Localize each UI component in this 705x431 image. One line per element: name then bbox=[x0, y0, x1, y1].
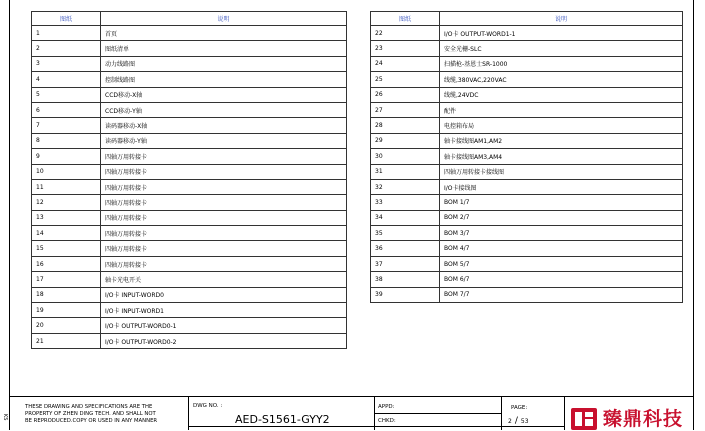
drawing-description-cell: 四轴万用转接卡 bbox=[101, 256, 347, 271]
table-row bbox=[371, 102, 683, 117]
table-row bbox=[371, 256, 683, 271]
drawing-description-cell: 读码器移动-X轴 bbox=[101, 118, 347, 133]
table-row bbox=[32, 303, 347, 318]
table-row bbox=[371, 72, 683, 87]
column-header-drawing: 图纸 bbox=[32, 12, 101, 26]
drawing-description-cell: CCD移动-Y轴 bbox=[101, 102, 347, 117]
drawing-index-table-left bbox=[31, 11, 347, 349]
page-rule bbox=[501, 426, 564, 427]
drawing-number-cell: 24 bbox=[371, 56, 440, 71]
page-total: 53 bbox=[520, 418, 529, 425]
drawing-description-cell: 扫描枪-基恩士SR-1000 bbox=[440, 56, 683, 71]
drawing-description-cell: BOM 7/7 bbox=[440, 287, 683, 302]
table-row bbox=[371, 226, 683, 241]
table-row bbox=[32, 272, 347, 287]
drawing-number-cell: 15 bbox=[32, 241, 101, 256]
dwg-no-label: DWG NO. : bbox=[193, 403, 223, 409]
table-row bbox=[32, 256, 347, 271]
drawing-number-cell: 33 bbox=[371, 195, 440, 210]
drawing-description-cell: BOM 4/7 bbox=[440, 241, 683, 256]
table-row bbox=[32, 26, 347, 41]
table-row bbox=[32, 87, 347, 102]
disclaimer-line: THESE DRAWING AND SPECIFICATIONS ARE THE bbox=[25, 404, 153, 410]
drawing-index-body-left bbox=[32, 26, 347, 349]
drawing-description-cell: 首页 bbox=[101, 26, 347, 41]
drawing-number-cell: 21 bbox=[32, 333, 101, 348]
appd-rule bbox=[374, 413, 501, 414]
drawing-number-cell: 7 bbox=[32, 118, 101, 133]
drawing-description-cell: 四轴万用转接卡 bbox=[101, 149, 347, 164]
table-row bbox=[32, 102, 347, 117]
drawing-description-cell: 安全光栅-SLC bbox=[440, 41, 683, 56]
drawing-description-cell: 读码器移动-Y轴 bbox=[101, 133, 347, 148]
drawing-description-cell: 四轴万用转接卡接线图 bbox=[440, 164, 683, 179]
drawing-description-cell: 动力线路图 bbox=[101, 56, 347, 71]
table-row bbox=[371, 149, 683, 164]
drawing-number-cell: 12 bbox=[32, 195, 101, 210]
drawing-description-cell: I/O卡 INPUT-WORD0 bbox=[101, 287, 347, 302]
drawing-number-cell: 36 bbox=[371, 241, 440, 256]
drawing-number-cell: 26 bbox=[371, 87, 440, 102]
chkd-rule bbox=[374, 426, 501, 427]
drawing-number-cell: 5 bbox=[32, 87, 101, 102]
drawing-description-cell: 轴卡接线图AM1,AM2 bbox=[440, 133, 683, 148]
page-separator: / bbox=[514, 416, 518, 426]
table-row bbox=[371, 118, 683, 133]
table-row bbox=[32, 133, 347, 148]
drawing-number-cell: 28 bbox=[371, 118, 440, 133]
drawing-description-cell: 线缆,380VAC,220VAC bbox=[440, 72, 683, 87]
table-row bbox=[32, 287, 347, 302]
drawing-description-cell: 轴卡接线图AM3,AM4 bbox=[440, 149, 683, 164]
drawing-description-cell: 四轴万用转接卡 bbox=[101, 210, 347, 225]
drawing-number-cell: 35 bbox=[371, 226, 440, 241]
table-row bbox=[32, 318, 347, 333]
drawing-number-cell: 17 bbox=[32, 272, 101, 287]
drawing-number-cell: 20 bbox=[32, 318, 101, 333]
drawing-number-cell: 30 bbox=[371, 149, 440, 164]
dwg-number: AED-S1561-GYY2 bbox=[235, 413, 330, 426]
drawing-description-cell: 电控箱布局 bbox=[440, 118, 683, 133]
drawing-description-cell: 配件 bbox=[440, 102, 683, 117]
sheet-border-left bbox=[9, 0, 10, 430]
drawing-number-cell: 6 bbox=[32, 102, 101, 117]
table-row bbox=[371, 179, 683, 194]
drawing-description-cell: CCD移动-X轴 bbox=[101, 87, 347, 102]
drawing-description-cell: 控制线路图 bbox=[101, 72, 347, 87]
page-label: PAGE: bbox=[511, 405, 528, 411]
disclaimer-line: BE REPRODUCED.COPY OR USED IN ANY MANNER bbox=[25, 418, 158, 424]
drawing-description-cell: I/O卡接线图 bbox=[440, 179, 683, 194]
drawing-number-cell: 16 bbox=[32, 256, 101, 271]
table-row bbox=[32, 241, 347, 256]
table-row bbox=[32, 41, 347, 56]
drawing-number-cell: 25 bbox=[371, 72, 440, 87]
drawing-description-cell: I/O卡 OUTPUT-WORD0-1 bbox=[101, 318, 347, 333]
table-row bbox=[371, 164, 683, 179]
drawing-number-cell: 4 bbox=[32, 72, 101, 87]
drawing-description-cell: 四轴万用转接卡 bbox=[101, 241, 347, 256]
table-row bbox=[32, 56, 347, 71]
table-row bbox=[371, 133, 683, 148]
table-row bbox=[32, 226, 347, 241]
drawing-number-cell: 32 bbox=[371, 179, 440, 194]
drawing-number-cell: 34 bbox=[371, 210, 440, 225]
table-row bbox=[371, 26, 683, 41]
drawing-description-cell: 四轴万用转接卡 bbox=[101, 179, 347, 194]
page-current: 2 bbox=[508, 418, 512, 425]
drawing-number-cell: 1 bbox=[32, 26, 101, 41]
edge-label: KS bbox=[2, 414, 8, 421]
drawing-number-cell: 37 bbox=[371, 256, 440, 271]
table-header-row bbox=[371, 12, 683, 26]
drawing-number-cell: 11 bbox=[32, 179, 101, 194]
drawing-number-cell: 10 bbox=[32, 164, 101, 179]
drawing-description-cell: I/O卡 OUTPUT-WORD0-2 bbox=[101, 333, 347, 348]
sheet-border-right bbox=[693, 0, 694, 430]
drawing-number-cell: 23 bbox=[371, 41, 440, 56]
chkd-label: CHKD: bbox=[378, 418, 396, 424]
drawing-description-cell: BOM 6/7 bbox=[440, 272, 683, 287]
drawing-description-cell: 轴卡光电开关 bbox=[101, 272, 347, 287]
drawing-description-cell: BOM 1/7 bbox=[440, 195, 683, 210]
company-logo-icon bbox=[570, 407, 598, 430]
table-row bbox=[32, 333, 347, 348]
table-header-row bbox=[32, 12, 347, 26]
property-disclaimer bbox=[25, 404, 185, 425]
drawing-description-cell: 四轴万用转接卡 bbox=[101, 164, 347, 179]
table-row bbox=[371, 41, 683, 56]
drawing-description-cell: BOM 3/7 bbox=[440, 226, 683, 241]
drawing-description-cell: 四轴万用转接卡 bbox=[101, 226, 347, 241]
drawing-number-cell: 8 bbox=[32, 133, 101, 148]
table-row bbox=[32, 195, 347, 210]
company-name: 臻鼎科技 bbox=[603, 408, 684, 430]
drawing-index-body-right bbox=[371, 26, 683, 303]
drawing-index-table-right bbox=[370, 11, 683, 303]
drawing-number-cell: 14 bbox=[32, 226, 101, 241]
table-row bbox=[32, 210, 347, 225]
drawing-number-cell: 39 bbox=[371, 287, 440, 302]
table-row bbox=[371, 272, 683, 287]
drawing-number-cell: 9 bbox=[32, 149, 101, 164]
table-row bbox=[371, 210, 683, 225]
table-row bbox=[32, 72, 347, 87]
column-header-drawing: 图纸 bbox=[371, 12, 440, 26]
drawing-description-cell: 图纸清单 bbox=[101, 41, 347, 56]
column-header-description: 说明 bbox=[440, 12, 683, 26]
table-row bbox=[371, 87, 683, 102]
table-row bbox=[32, 179, 347, 194]
drawing-description-cell: BOM 5/7 bbox=[440, 256, 683, 271]
page-number bbox=[508, 416, 529, 426]
table-row bbox=[32, 118, 347, 133]
column-header-description: 说明 bbox=[101, 12, 347, 26]
drawing-description-cell: 线缆,24VDC bbox=[440, 87, 683, 102]
drawing-number-cell: 19 bbox=[32, 303, 101, 318]
drawing-number-cell: 3 bbox=[32, 56, 101, 71]
disclaimer-line: PROPERTY OF ZHEN DING TECH. AND SHALL NOT bbox=[25, 411, 156, 417]
drawing-description-cell: I/O卡 OUTPUT-WORD1-1 bbox=[440, 26, 683, 41]
table-row bbox=[371, 287, 683, 302]
table-row bbox=[371, 56, 683, 71]
drawing-number-cell: 18 bbox=[32, 287, 101, 302]
table-row bbox=[371, 195, 683, 210]
drawing-number-cell: 38 bbox=[371, 272, 440, 287]
dwg-bottom-rule bbox=[188, 426, 374, 427]
drawing-number-cell: 2 bbox=[32, 41, 101, 56]
drawing-number-cell: 29 bbox=[371, 133, 440, 148]
drawing-number-cell: 27 bbox=[371, 102, 440, 117]
title-block bbox=[21, 397, 693, 430]
drawing-number-cell: 13 bbox=[32, 210, 101, 225]
drawing-description-cell: 四轴万用转接卡 bbox=[101, 195, 347, 210]
table-row bbox=[371, 241, 683, 256]
drawing-number-cell: 31 bbox=[371, 164, 440, 179]
drawing-number-cell: 22 bbox=[371, 26, 440, 41]
title-block-divider bbox=[564, 397, 565, 430]
drawing-description-cell: BOM 2/7 bbox=[440, 210, 683, 225]
table-row bbox=[32, 149, 347, 164]
table-row bbox=[32, 164, 347, 179]
drawing-description-cell: I/O卡 INPUT-WORD1 bbox=[101, 303, 347, 318]
appd-label: APPD: bbox=[378, 404, 395, 410]
